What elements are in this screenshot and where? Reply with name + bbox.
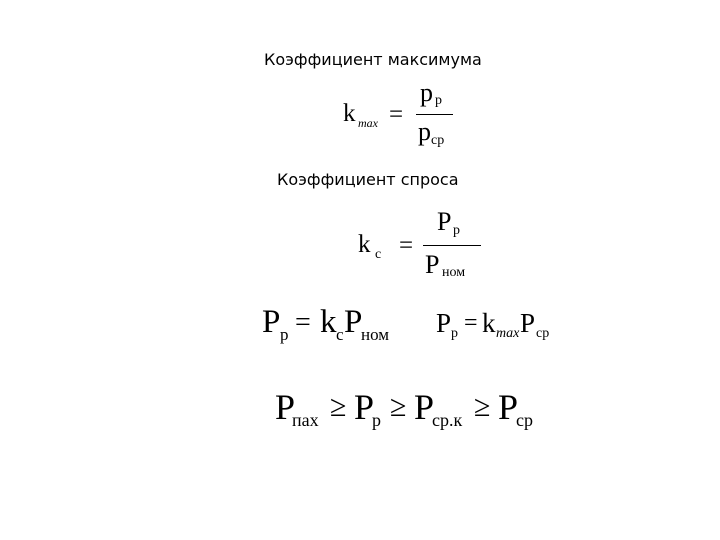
- pp-kc-pnom-subscript: ном: [361, 325, 390, 344]
- pp-kmax-k-symbol: k: [482, 308, 496, 338]
- pp-kmax-k-subscript: max: [496, 326, 520, 341]
- kc-denominator-symbol: P: [425, 250, 440, 279]
- pp-kc-pnom-symbol: P: [344, 304, 363, 340]
- kmax-denominator-subscript: ср: [431, 133, 445, 148]
- pp-kmax-pcp-subscript: ср: [536, 326, 550, 341]
- ineq-ge-3: ≥: [474, 390, 491, 423]
- kmax-subscript: max: [358, 116, 378, 130]
- pp-kc-equals: =: [295, 307, 311, 338]
- kmax-numerator-subscript: p: [435, 93, 442, 108]
- ineq-psrk-symbol: P: [414, 387, 435, 427]
- ineq-pcp-subscript: ср: [516, 410, 533, 430]
- ineq-pcp-symbol: P: [498, 387, 519, 427]
- kc-numerator-symbol: P: [437, 207, 452, 236]
- pp-kmax-p-symbol: P: [436, 308, 452, 338]
- heading-demand-coefficient: Коэффициент спроса: [277, 170, 459, 189]
- kc-denominator-subscript: ном: [442, 265, 466, 280]
- heading-max-coefficient: Коэффициент максимума: [264, 50, 482, 69]
- kc-numerator-subscript: p: [453, 223, 460, 238]
- kc-symbol: k: [358, 231, 371, 258]
- kmax-numerator-symbol: p: [420, 78, 433, 107]
- kc-subscript: c: [375, 247, 382, 262]
- kmax-denominator-symbol: p: [418, 117, 431, 146]
- kmax-fraction-bar: [416, 114, 453, 115]
- pp-kc-p-symbol: P: [262, 304, 281, 340]
- kc-equals: =: [399, 232, 414, 259]
- pp-kmax-p-subscript: p: [451, 326, 458, 341]
- ineq-ge-2: ≥: [390, 390, 407, 423]
- kmax-equals: =: [389, 101, 404, 128]
- ineq-ge-1: ≥: [330, 390, 347, 423]
- ineq-pp-symbol: P: [354, 387, 375, 427]
- kc-fraction-bar: [423, 245, 481, 246]
- ineq-pmax-symbol: P: [275, 387, 296, 427]
- ineq-pmax-subscript: пах: [292, 410, 319, 430]
- pp-kc-k-symbol: k: [320, 304, 337, 340]
- pp-kmax-equals: =: [464, 310, 478, 336]
- pp-kmax-pcp-symbol: P: [520, 308, 536, 338]
- kmax-symbol: k: [343, 100, 356, 127]
- ineq-pp-subscript: p: [372, 410, 381, 430]
- pp-kc-k-subscript: c: [336, 325, 344, 344]
- ineq-psrk-subscript: ср.к: [432, 410, 463, 430]
- pp-kc-p-subscript: p: [280, 325, 289, 344]
